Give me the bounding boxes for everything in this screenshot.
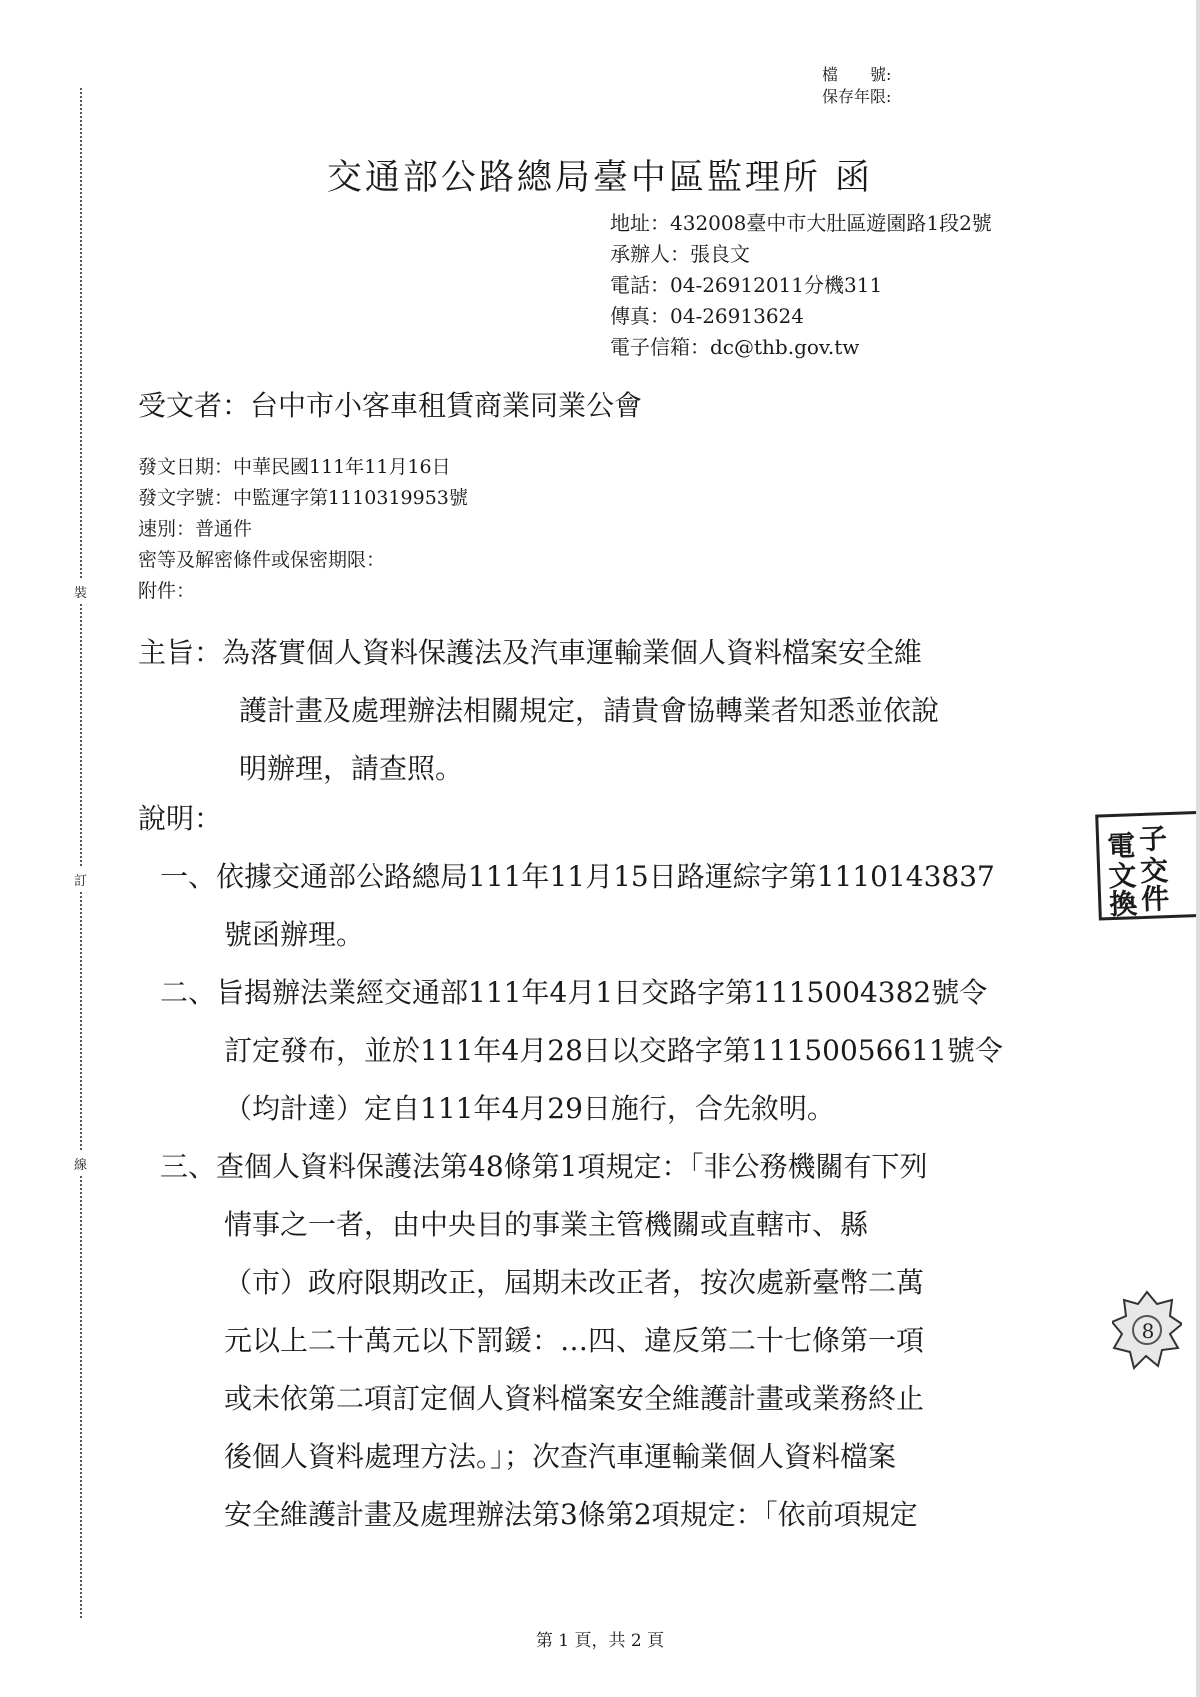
stamp-char: 件 (1140, 882, 1170, 917)
item-3-line: 元以上二十萬元以下罰鍰：…四、違反第二十七條第一項 (224, 1324, 925, 1357)
item-3-line: 安全維護計畫及處理辦法第3條第2項規定：「依前項規定 (224, 1498, 918, 1531)
contact-block (610, 208, 992, 363)
scan-edge (1196, 0, 1200, 1697)
issue-date: 發文日期：中華民國111年11月16日 (138, 456, 451, 478)
binding-label-ding: 訂 (74, 868, 87, 891)
seal-badge (1112, 1290, 1182, 1380)
subject-line: 明辦理，請查照。 (239, 752, 464, 785)
seal-number: 8 (1141, 1319, 1155, 1343)
document-title: 交通部公路總局臺中區監理所 函 (326, 158, 874, 198)
item-1-line: 一、依據交通部公路總局111年11月15日路運綜字第1110143837 (160, 860, 995, 893)
item-2-line: 二、旨揭辦法業經交通部111年4月1日交路字第1115004382號令 (160, 976, 988, 1009)
item-3-line: 後個人資料處理方法。」；次查汽車運輸業個人資料檔案 (224, 1440, 897, 1473)
explanation-items (160, 848, 1003, 1544)
stamp-char: 子 (1138, 822, 1168, 857)
explanation-heading: 說明： (138, 802, 223, 835)
subject (138, 624, 939, 798)
item-2-line: （均計達）定自111年4月29日施行，合先敘明。 (224, 1092, 835, 1125)
fax: 傳真：04-26913624 (610, 304, 805, 328)
file-meta (822, 64, 891, 108)
stamp-char: 文 (1107, 859, 1137, 894)
item-1-line: 號函辦理。 (224, 918, 365, 951)
retention-period-label: 保存年限: (822, 87, 892, 106)
delivery-speed: 速別：普通件 (138, 518, 253, 540)
document-number: 發文字號：中監運字第1110319953號 (138, 487, 468, 509)
address: 地址：432008臺中市大肚區遊園路1段2號 (610, 211, 992, 235)
attachment: 附件： (138, 580, 196, 602)
secrecy-level: 密等及解密條件或保密期限： (138, 549, 386, 571)
recipient: 受文者：台中市小客車租賃商業同業公會 (138, 389, 643, 422)
item-3-line: 情事之一者，由中央目的事業主管機關或直轄市、縣 (224, 1208, 869, 1241)
item-2-line: 訂定發布，並於111年4月28日以交路字第11150056611號令 (224, 1034, 1003, 1067)
stamp-char: 電 (1106, 829, 1136, 864)
handler: 承辦人：張良文 (610, 242, 750, 266)
item-3-line: 三、查個人資料保護法第48條第1項規定：「非公務機關有下列 (160, 1150, 928, 1183)
binding-label-xian: 線 (74, 1152, 87, 1175)
issue-meta (138, 452, 468, 607)
item-3-line: 或未依第二項訂定個人資料檔案安全維護計畫或業務終止 (224, 1382, 925, 1415)
item-3-line: （市）政府限期改正，屆期未改正者，按次處新臺幣二萬 (224, 1266, 925, 1299)
stamp-char: 換 (1108, 887, 1138, 922)
electronic-exchange-stamp (1095, 809, 1200, 920)
phone: 電話：04-26912011分機311 (610, 273, 883, 297)
seal-badge-icon (1112, 1290, 1182, 1380)
stamp-char: 交 (1139, 854, 1169, 889)
binding-label-zhuang: 裝 (74, 580, 87, 603)
email: 電子信箱：dc@thb.gov.tw (610, 335, 860, 359)
binding-margin-line (80, 88, 82, 1618)
subject-line: 護計畫及處理辦法相關規定，請貴會協轉業者知悉並依說 (239, 694, 940, 727)
file-number-label: 檔 號: (822, 65, 892, 84)
subject-line: 主旨：為落實個人資料保護法及汽車運輸業個人資料檔案安全維 (138, 636, 923, 669)
page-footer: 第 1 頁，共 2 頁 (535, 1631, 665, 1651)
